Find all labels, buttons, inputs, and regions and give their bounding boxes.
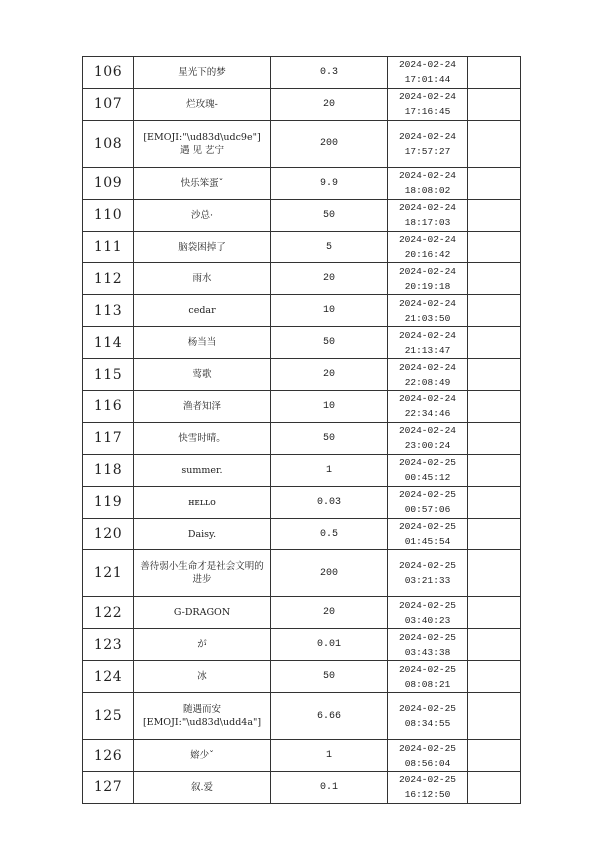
donation-timestamp xyxy=(388,486,468,518)
donation-time: 21:03:50 xyxy=(404,312,451,324)
donation-timestamp xyxy=(388,167,468,199)
donation-amount: 10 xyxy=(271,391,388,423)
donation-date: 2024-02-24 xyxy=(398,329,456,341)
donation-date: 2024-02-25 xyxy=(398,457,456,469)
donation-amount: 1 xyxy=(271,454,388,486)
blank-cell xyxy=(468,661,521,693)
table-row xyxy=(83,661,521,693)
donor-name-text: 沙总· xyxy=(190,209,214,221)
blank-cell xyxy=(468,167,521,199)
donation-amount: 0.1 xyxy=(271,772,388,804)
donation-amount: 5 xyxy=(271,231,388,263)
row-number: 107 xyxy=(83,88,134,120)
table-row xyxy=(83,327,521,359)
donor-name xyxy=(134,772,271,804)
donation-time: 03:40:23 xyxy=(404,614,451,626)
row-number: 113 xyxy=(83,295,134,327)
blank-cell xyxy=(468,629,521,661)
donor-name-text: 叙.爱 xyxy=(190,781,214,793)
blank-cell xyxy=(468,486,521,518)
donation-date: 2024-02-25 xyxy=(398,742,456,754)
donation-amount: 200 xyxy=(271,120,388,167)
blank-cell xyxy=(468,772,521,804)
donation-time: 08:56:04 xyxy=(404,757,451,769)
row-number: 108 xyxy=(83,120,134,167)
blank-cell xyxy=(468,597,521,629)
donation-timestamp xyxy=(388,199,468,231)
donation-date: 2024-02-24 xyxy=(398,91,456,103)
donation-time: 22:34:46 xyxy=(404,408,451,420)
donor-name xyxy=(134,629,271,661)
donor-name-text: 渔者知泽 xyxy=(182,400,221,412)
table-row xyxy=(83,740,521,772)
donor-name-text: 杨当当 xyxy=(187,337,217,349)
donation-time: 00:57:06 xyxy=(404,504,451,516)
donation-time: 21:13:47 xyxy=(404,344,451,356)
table-row xyxy=(83,88,521,120)
row-number: 110 xyxy=(83,199,134,231)
donor-name-text: 烂玫瑰- xyxy=(186,98,218,110)
donation-amount: 50 xyxy=(271,661,388,693)
donor-name-text: 快雪时晴。 xyxy=(178,432,226,444)
blank-cell xyxy=(468,295,521,327)
donor-name xyxy=(134,199,271,231)
row-number: 115 xyxy=(83,359,134,391)
donation-timestamp xyxy=(388,693,468,740)
donation-date: 2024-02-25 xyxy=(398,774,456,786)
blank-cell xyxy=(468,199,521,231)
donor-name-text: G-DRAGON xyxy=(173,607,231,619)
donation-timestamp xyxy=(388,661,468,693)
row-number: 123 xyxy=(83,629,134,661)
donation-date: 2024-02-25 xyxy=(398,703,456,715)
donation-date: 2024-02-25 xyxy=(398,599,456,611)
donation-date: 2024-02-25 xyxy=(398,521,456,533)
blank-cell xyxy=(468,422,521,454)
table-row xyxy=(83,231,521,263)
donation-amount: 50 xyxy=(271,327,388,359)
donation-timestamp xyxy=(388,454,468,486)
donation-timestamp xyxy=(388,391,468,423)
donation-timestamp xyxy=(388,88,468,120)
blank-cell xyxy=(468,359,521,391)
donation-time: 20:19:18 xyxy=(404,280,451,292)
donation-date: 2024-02-24 xyxy=(398,265,456,277)
donation-date: 2024-02-25 xyxy=(398,489,456,501)
donation-date: 2024-02-24 xyxy=(398,297,456,309)
donor-name-text: 雨水 xyxy=(192,273,212,285)
donor-name-text: 快乐笨蛋ˇ xyxy=(180,177,224,189)
table-row xyxy=(83,693,521,740)
donation-amount: 6.66 xyxy=(271,693,388,740)
donor-name-text: 嫆少ˇ xyxy=(190,750,214,762)
row-number: 111 xyxy=(83,231,134,263)
table-row xyxy=(83,120,521,167)
donation-time: 17:01:44 xyxy=(404,74,451,86)
table-row xyxy=(83,772,521,804)
donation-date: 2024-02-25 xyxy=(398,560,456,572)
donation-date: 2024-02-25 xyxy=(398,663,456,675)
donation-timestamp xyxy=(388,772,468,804)
donation-timestamp xyxy=(388,231,468,263)
table-row xyxy=(83,518,521,550)
row-number: 124 xyxy=(83,661,134,693)
blank-cell xyxy=(468,550,521,597)
table-row xyxy=(83,550,521,597)
donor-name xyxy=(134,231,271,263)
donor-name-text: 随遇而安 [EMOJI:"\ud83d\udd4a"] xyxy=(142,704,262,729)
donor-name xyxy=(134,518,271,550)
donation-amount: 1 xyxy=(271,740,388,772)
donation-amount: 9.9 xyxy=(271,167,388,199)
donation-amount: 50 xyxy=(271,422,388,454)
donor-name xyxy=(134,57,271,89)
donation-time: 16:12:50 xyxy=(404,789,451,801)
donation-amount: 0.03 xyxy=(271,486,388,518)
row-number: 118 xyxy=(83,454,134,486)
donor-name xyxy=(134,167,271,199)
row-number: 106 xyxy=(83,57,134,89)
blank-cell xyxy=(468,327,521,359)
donor-name xyxy=(134,550,271,597)
row-number: 119 xyxy=(83,486,134,518)
donation-time: 08:34:55 xyxy=(404,718,451,730)
donation-date: 2024-02-24 xyxy=(398,202,456,214)
table-row xyxy=(83,199,521,231)
donation-time: 01:45:54 xyxy=(404,536,451,548)
donation-amount: 0.3 xyxy=(271,57,388,89)
donor-name xyxy=(134,693,271,740)
donation-time: 08:08:21 xyxy=(404,678,451,690)
donor-name xyxy=(134,391,271,423)
row-number: 109 xyxy=(83,167,134,199)
row-number: 127 xyxy=(83,772,134,804)
table-row xyxy=(83,359,521,391)
blank-cell xyxy=(468,88,521,120)
row-number: 117 xyxy=(83,422,134,454)
donation-amount: 0.01 xyxy=(271,629,388,661)
donation-timestamp xyxy=(388,359,468,391)
donor-name xyxy=(134,486,271,518)
donation-timestamp xyxy=(388,327,468,359)
donor-name-text: 善待弱小生命才是社会文明的进步 xyxy=(140,561,264,586)
donor-name xyxy=(134,422,271,454)
donation-date: 2024-02-24 xyxy=(398,361,456,373)
donor-name-text: が xyxy=(197,639,207,651)
row-number: 122 xyxy=(83,597,134,629)
donation-date: 2024-02-24 xyxy=(398,170,456,182)
donation-time: 00:45:12 xyxy=(404,472,451,484)
donation-amount: 10 xyxy=(271,295,388,327)
blank-cell xyxy=(468,231,521,263)
donation-timestamp xyxy=(388,57,468,89)
donation-time: 18:08:02 xyxy=(404,185,451,197)
donor-name xyxy=(134,327,271,359)
blank-cell xyxy=(468,120,521,167)
blank-cell xyxy=(468,391,521,423)
donation-timestamp xyxy=(388,740,468,772)
donor-name-text: Daisy. xyxy=(187,528,217,540)
table-row xyxy=(83,391,521,423)
donation-date: 2024-02-24 xyxy=(398,234,456,245)
blank-cell xyxy=(468,518,521,550)
table-row xyxy=(83,422,521,454)
donation-timestamp xyxy=(388,295,468,327)
donor-name-text: cedar xyxy=(188,305,216,317)
table-row xyxy=(83,57,521,89)
blank-cell xyxy=(468,454,521,486)
donor-name-text: ʜᴇʟʟᴏ xyxy=(188,496,216,508)
donation-date: 2024-02-24 xyxy=(398,393,456,405)
blank-cell xyxy=(468,263,521,295)
row-number: 121 xyxy=(83,550,134,597)
donor-name xyxy=(134,359,271,391)
donation-table xyxy=(82,56,521,804)
donor-name xyxy=(134,263,271,295)
donation-timestamp xyxy=(388,550,468,597)
donor-name-text: summer. xyxy=(181,464,223,476)
donation-timestamp xyxy=(388,120,468,167)
blank-cell xyxy=(468,57,521,89)
donation-amount: 200 xyxy=(271,550,388,597)
donation-date: 2024-02-24 xyxy=(398,425,456,437)
donation-timestamp xyxy=(388,422,468,454)
donation-date: 2024-02-24 xyxy=(398,59,456,71)
donation-timestamp xyxy=(388,518,468,550)
donor-name xyxy=(134,661,271,693)
donor-name xyxy=(134,454,271,486)
table-row xyxy=(83,486,521,518)
donation-date: 2024-02-24 xyxy=(398,130,456,142)
table-row xyxy=(83,597,521,629)
table-row xyxy=(83,629,521,661)
row-number: 114 xyxy=(83,327,134,359)
row-number: 125 xyxy=(83,693,134,740)
table-row xyxy=(83,167,521,199)
table-row xyxy=(83,263,521,295)
donation-amount: 0.5 xyxy=(271,518,388,550)
donation-amount: 20 xyxy=(271,263,388,295)
donation-time: 03:43:38 xyxy=(404,646,451,658)
donor-name xyxy=(134,295,271,327)
donation-time: 20:16:42 xyxy=(404,249,451,260)
donation-amount: 20 xyxy=(271,359,388,391)
donation-amount: 50 xyxy=(271,199,388,231)
donation-date: 2024-02-25 xyxy=(398,631,456,643)
donation-time: 22:08:49 xyxy=(404,376,451,388)
donor-name xyxy=(134,88,271,120)
donation-time: 18:17:03 xyxy=(404,217,451,229)
row-number: 126 xyxy=(83,740,134,772)
donation-timestamp xyxy=(388,263,468,295)
row-number: 120 xyxy=(83,518,134,550)
donation-amount: 20 xyxy=(271,88,388,120)
donor-name xyxy=(134,597,271,629)
donation-time: 23:00:24 xyxy=(404,440,451,452)
table-row xyxy=(83,295,521,327)
blank-cell xyxy=(468,693,521,740)
donation-time: 03:21:33 xyxy=(404,575,451,587)
donation-timestamp xyxy=(388,597,468,629)
donation-table-body xyxy=(83,57,521,804)
donor-name xyxy=(134,740,271,772)
donor-name-text: 星光下的梦 xyxy=(178,66,226,78)
donor-name-text: 冰 xyxy=(197,671,207,683)
donor-name-text: [EMOJI:"\ud83d\udc9e"] 遇 见 艺宁 xyxy=(143,131,261,156)
table-row xyxy=(83,454,521,486)
blank-cell xyxy=(468,740,521,772)
donor-name xyxy=(134,120,271,167)
donation-time: 17:57:27 xyxy=(404,145,451,157)
donor-name-text: 莺歌 xyxy=(192,369,212,381)
row-number: 116 xyxy=(83,391,134,423)
donor-name-text: 脑袋困掉了 xyxy=(178,241,226,253)
donation-timestamp xyxy=(388,629,468,661)
donation-time: 17:16:45 xyxy=(404,106,451,118)
donation-amount: 20 xyxy=(271,597,388,629)
row-number: 112 xyxy=(83,263,134,295)
